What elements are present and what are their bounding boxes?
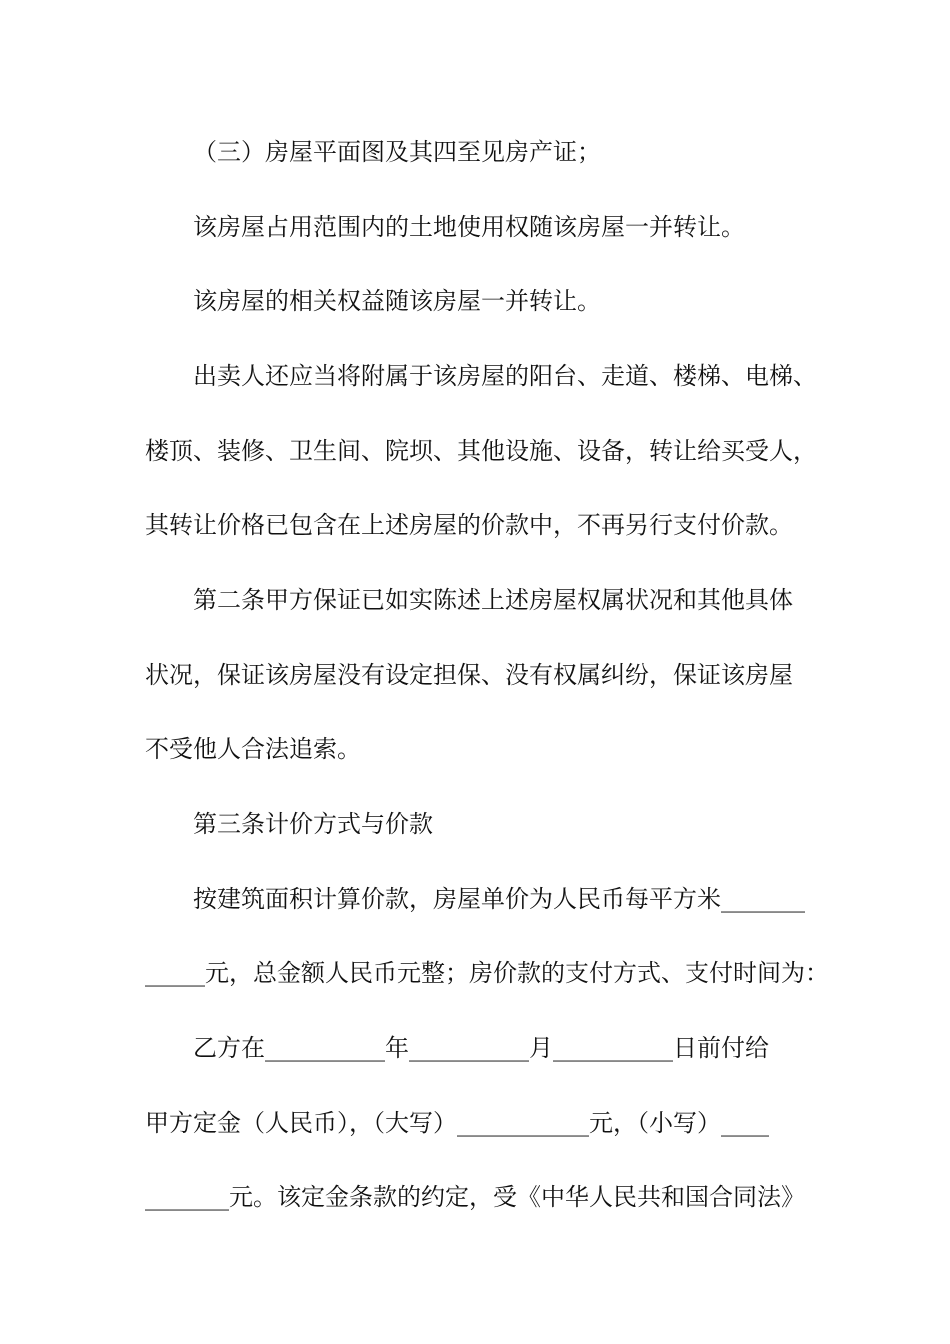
paragraph-line: 楼顶、装修、卫生间、院坝、其他设施、设备，转让给买受人， bbox=[145, 437, 817, 465]
paragraph-line: _____元，总金额人民币元整；房价款的支付方式、支付时间为： bbox=[145, 959, 829, 987]
paragraph-line: 甲方定金（人民币），（大写）___________元，（小写）____ bbox=[145, 1109, 769, 1137]
paragraph-line: 状况，保证该房屋没有设定担保、没有权属纠纷，保证该房屋 bbox=[145, 661, 793, 689]
paragraph-line: 乙方在__________年__________月__________日前付给 bbox=[193, 1034, 769, 1062]
paragraph-line: 第三条计价方式与价款 bbox=[193, 810, 433, 838]
paragraph-line: _______元。该定金条款的约定，受《中华人民共和国合同法》 bbox=[145, 1183, 805, 1211]
paragraph-line: 按建筑面积计算价款，房屋单价为人民币每平方米_______ bbox=[193, 885, 805, 913]
paragraph-line: 第二条甲方保证已如实陈述上述房屋权属状况和其他具体 bbox=[193, 586, 793, 614]
paragraph-line: 出卖人还应当将附属于该房屋的阳台、走道、楼梯、电梯、 bbox=[193, 362, 817, 390]
paragraph-line: （三）房屋平面图及其四至见房产证； bbox=[193, 138, 601, 166]
paragraph-line: 其转让价格已包含在上述房屋的价款中，不再另行支付价款。 bbox=[145, 511, 793, 539]
paragraph-line: 该房屋的相关权益随该房屋一并转让。 bbox=[193, 287, 601, 315]
paragraph-line: 该房屋占用范围内的土地使用权随该房屋一并转让。 bbox=[193, 213, 745, 241]
paragraph-line: 不受他人合法追索。 bbox=[145, 735, 361, 763]
